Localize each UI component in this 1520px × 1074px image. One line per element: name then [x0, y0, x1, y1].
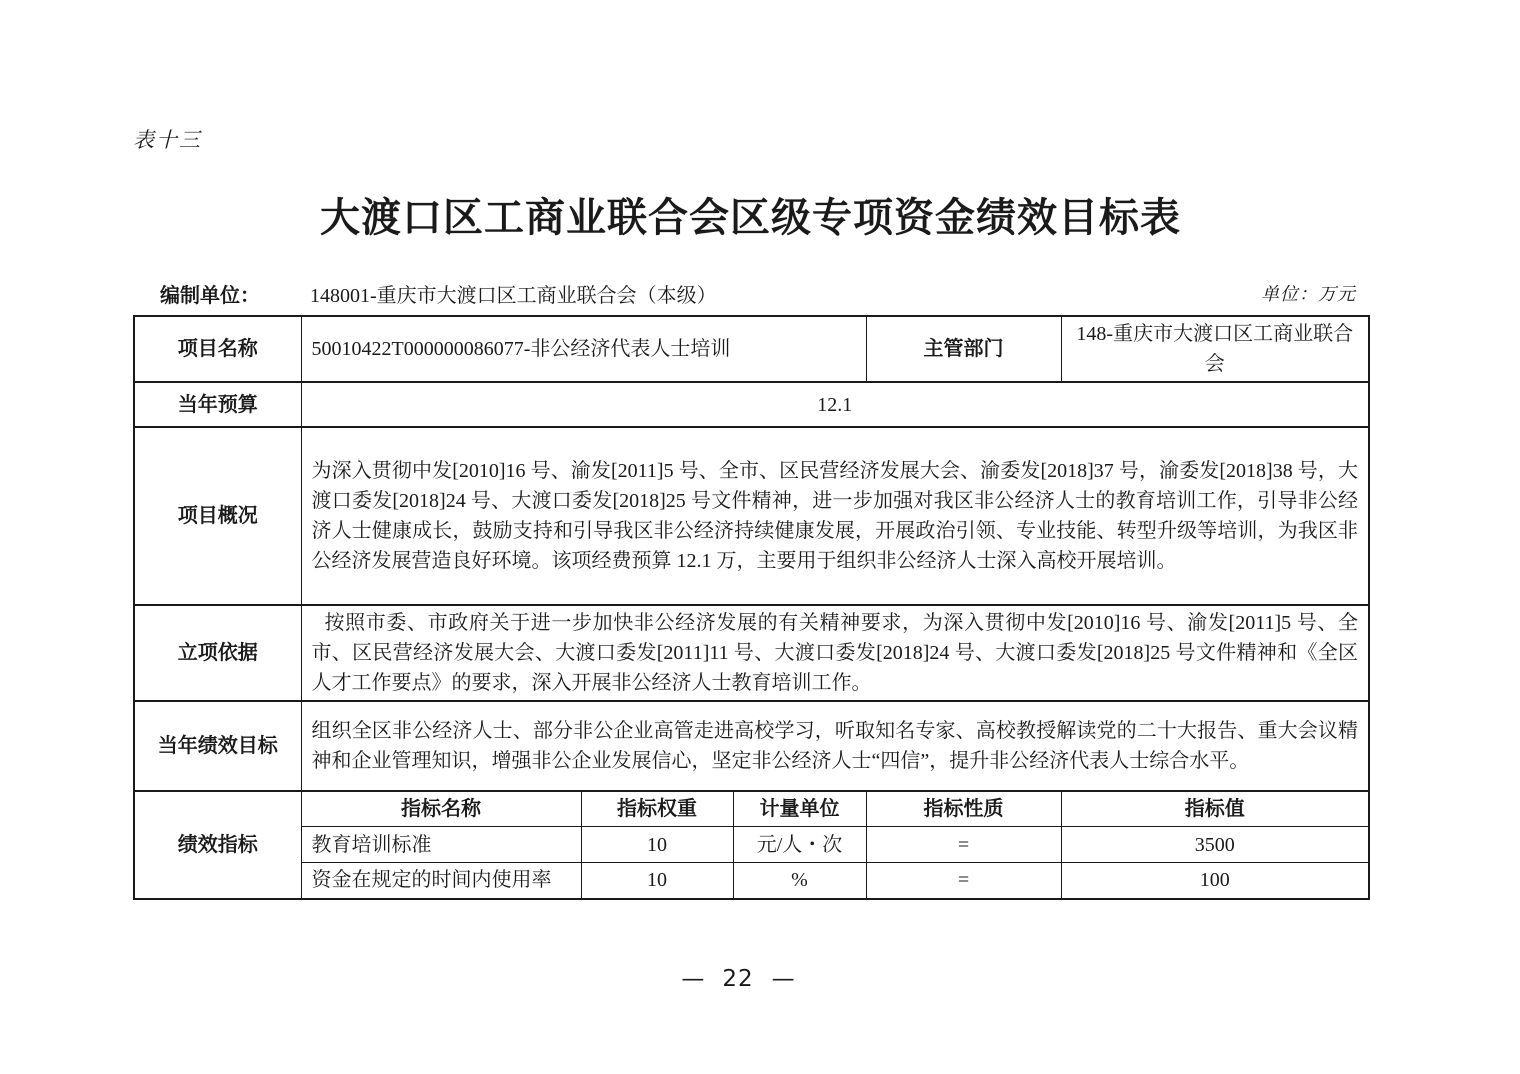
indicator-header-weight: 指标权重: [581, 791, 733, 827]
unit-note: 单位：万元: [1261, 284, 1356, 304]
basis-value: 按照市委、市政府关于进一步加快非公经济发展的有关精神要求，为深入贯彻中发[2010]16 号、渝发[2011]5 号、全市、区民营经济发展大会、大渡口委发[2011]11 号、大渡口委发[2018]24 号、大渡口委发[2018]25 号文件精神和《全区人才工作要点》的要求，深入开展非公经济人士教育培训工作。: [301, 605, 1369, 701]
page-title: 大渡口区工商业联合会区级专项资金绩效目标表: [320, 195, 1181, 240]
page-number-dash-left: —: [681, 966, 705, 992]
overview-value: 为深入贯彻中发[2010]16 号、渝发[2011]5 号、全市、区民营经济发展大会、渝委发[2018]37 号，渝委发[2018]38 号，大渡口委发[2018]24 号、大渡口委发[2018]25 号文件精神，进一步加强对我区非公经济人士的教育培训工作，引导非公经济人士健康成长，鼓励支持和引导我区非公经济持续健康发展，开展政治引领、专业技能、转型升级等培训，为我区非公经济发展营造良好环境。该项经费预算 12.1 万，主要用于组织非公经济人士深入高校开展培训。: [301, 427, 1369, 605]
indicator-value: 3500: [1061, 827, 1369, 863]
goals-value: 组织全区非公经济人士、部分非公企业高管走进高校学习，听取知名专家、高校教授解读党的二十大报告、重大会议精神和企业管理知识，增强非公企业发展信心，坚定非公经济人士“四信”，提升非公经济代表人士综合水平。: [301, 701, 1369, 791]
row-basis: [134, 605, 1369, 701]
indicator-name: 资金在规定的时间内使用率: [301, 863, 581, 899]
department-label: 主管部门: [866, 316, 1061, 382]
row-overview: [134, 427, 1369, 605]
department-value: 148-重庆市大渡口区工商业联合会: [1061, 316, 1369, 382]
row-budget: [134, 382, 1369, 427]
table-tag: 表十三: [133, 128, 202, 152]
row-indicator-headers: [134, 791, 1369, 827]
indicator-header-nature: 指标性质: [866, 791, 1061, 827]
indicator-row: [134, 827, 1369, 863]
project-name-label: 项目名称: [134, 316, 301, 382]
basis-label: 立项依据: [134, 605, 301, 701]
document-content: [133, 0, 1368, 900]
project-name-value: 50010422T000000086077-非公经济代表人士培训: [301, 316, 866, 382]
indicator-nature: =: [866, 827, 1061, 863]
indicator-unit: 元/人・次: [733, 827, 866, 863]
prepared-by-label: 编制单位：: [160, 285, 260, 307]
page-number-dash-right: —: [771, 966, 795, 992]
indicator-header-name: 指标名称: [301, 791, 581, 827]
indicators-label: 绩效指标: [134, 791, 301, 899]
indicator-unit: %: [733, 863, 866, 899]
budget-value: 12.1: [301, 382, 1369, 427]
indicator-header-unit: 计量单位: [733, 791, 866, 827]
page-number-value: 22: [722, 966, 754, 992]
row-goals: [134, 701, 1369, 791]
prepared-by-value: 148001-重庆市大渡口区工商业联合会（本级）: [310, 285, 717, 307]
page-number: [133, 966, 1343, 992]
indicator-value: 100: [1061, 863, 1369, 899]
meta-row: [133, 279, 1368, 307]
indicator-weight: 10: [581, 827, 733, 863]
indicator-nature: =: [866, 863, 1061, 899]
budget-label: 当年预算: [134, 382, 301, 427]
overview-label: 项目概况: [134, 427, 301, 605]
row-project-name: [134, 316, 1369, 382]
performance-target-table: [133, 315, 1370, 900]
indicator-header-value: 指标值: [1061, 791, 1369, 827]
goals-label: 当年绩效目标: [134, 701, 301, 791]
indicator-weight: 10: [581, 863, 733, 899]
indicator-name: 教育培训标准: [301, 827, 581, 863]
indicator-row: [134, 863, 1369, 899]
